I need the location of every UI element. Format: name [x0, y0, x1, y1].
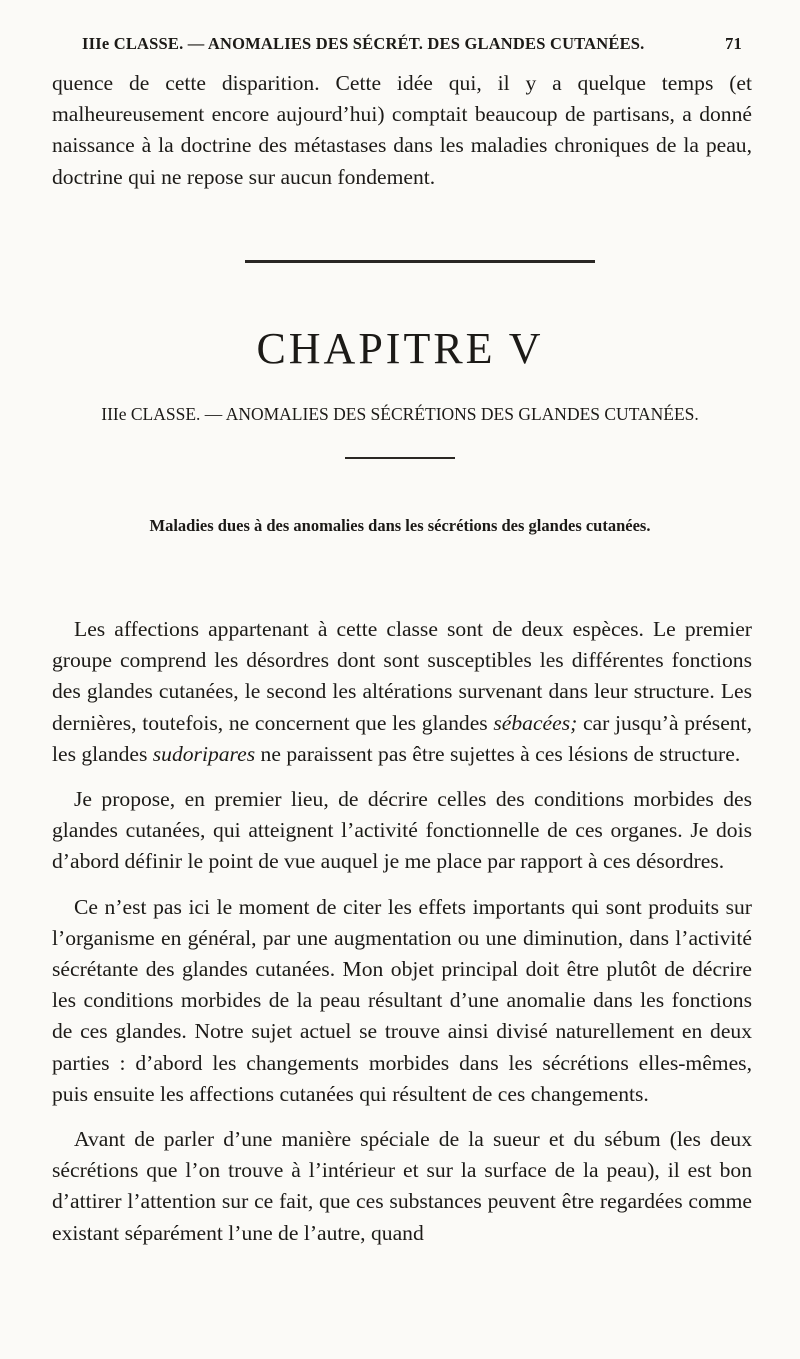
opening-paragraph [52, 68, 752, 193]
separator-rule [245, 260, 595, 263]
paragraph-1-emphasis-sebacees: sébacées; [493, 710, 578, 735]
paragraph-1-part-b: car jusqu’à présent, les glandes [52, 710, 752, 766]
paragraph-2: Je propose, en premier lieu, de décrire celles des conditions morbides des glandes cutanées, qui atteignent l’activité fonctionnelle de ces organes. Je dois d’abord définir le point de vue auquel je me place par rapport à ces désordres. [52, 787, 752, 874]
paragraph-4: Avant de parler d’une manière spéciale de la sueur et du sébum (les deux sécrétions que l’on trouve à l’intérieur et sur la surface de la peau), il est bon d’attirer l’attention sur ce fait, que ces substances peuvent être regardées comme existant séparément l’une de l’autre, quand [52, 1127, 752, 1245]
chapter-title: CHAPITRE V [256, 324, 544, 373]
paragraph-1-part-c: ne paraissent pas être sujettes à ces lésions de structure. [255, 741, 741, 766]
paragraph-3: Ce n’est pas ici le moment de citer les effets importants qui sont produits sur l’organisme en général, par une augmentation ou une diminution, dans l’activité sécrétante des glandes cutanées. Mon objet principal doit être plutôt de décrire les conditions morbides de la peau résultant d’une anomalie dans les fonctions de ces glandes. Notre sujet actuel se trouve ainsi divisé naturellement en deux parties : d’abord les changements morbides dans les sécrétions elles-mêmes, puis ensuite les affections cutanées qui résultent de ces changements. [52, 894, 752, 1106]
short-separator-rule [345, 457, 455, 459]
class-heading: IIIe CLASSE. — ANOMALIES DES SÉCRÉTIONS DES GLANDES CUTANÉES. [101, 404, 699, 424]
paragraph-1 [52, 614, 752, 770]
main-text [52, 614, 752, 1249]
section-heading: Maladies dues à des anomalies dans les sécrétions des glandes cutanées. [149, 516, 651, 535]
running-head [82, 34, 742, 54]
running-head-title: IIIe CLASSE. — ANOMALIES DES SÉCRÉT. DES GLANDES CUTANÉES. [82, 34, 645, 53]
page-number: 71 [725, 34, 742, 53]
paragraph-1-emphasis-sudoripares: sudoripares [152, 741, 256, 766]
opening-paragraph-text: quence de cette disparition. Cette idée qui, il y a quelque temps (et malheureusement encore aujourd’hui) comptait beaucoup de partisans, a donné naissance à la doctrine des métastases dans les maladies chroniques de la peau, doctrine qui ne repose sur aucun fondement. [52, 71, 752, 189]
paragraph-1-part-a: Les affections appartenant à cette classe sont de deux espèces. Le premier groupe comprend les désordres dont sont susceptibles les différentes fonctions des glandes cutanées, le second les altérations survenant dans leur structure. Les dernières, toutefois, ne concernent que les glandes [52, 617, 752, 735]
